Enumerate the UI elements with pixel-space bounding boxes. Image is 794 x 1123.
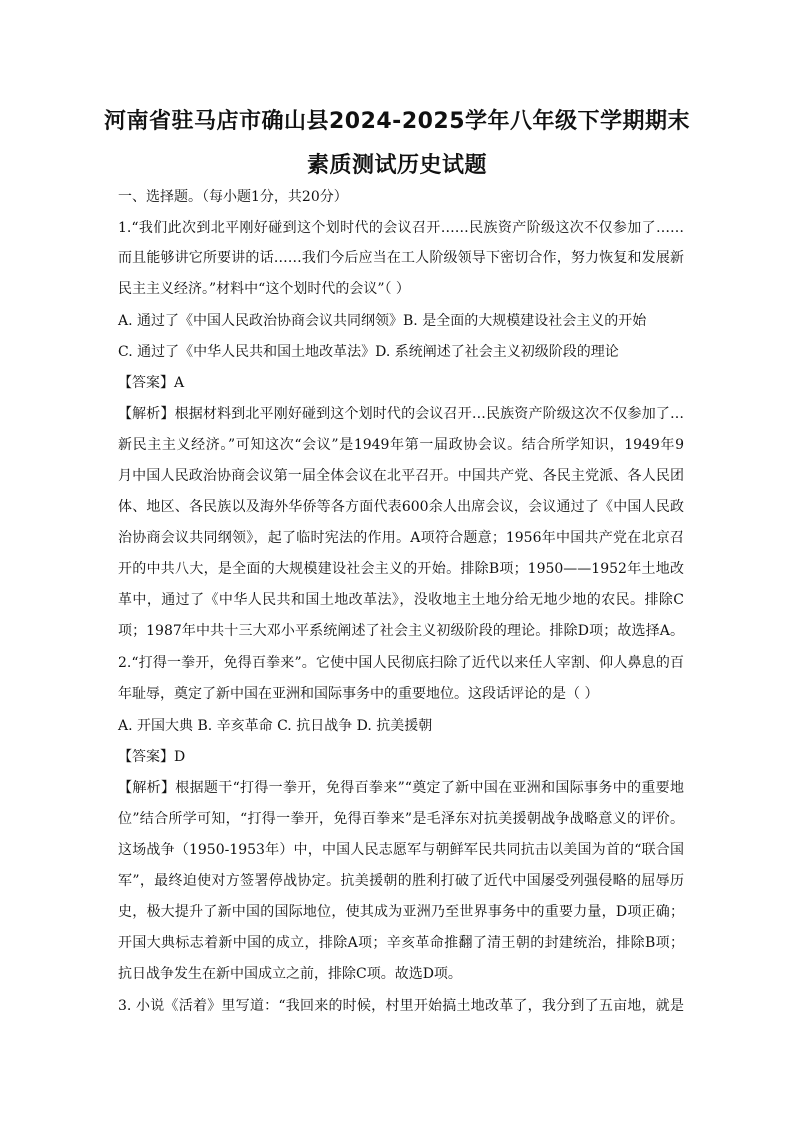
question-1-answer: 【答案】A [118,375,185,391]
question-1-text: 而且能够讲它所要讲的话……我们今后应当在工人阶级领导下密切合作，努力恢复和发展新 [118,250,684,266]
question-2-analysis: 开国大典标志着新中国的成立，排除A项；辛亥革命推翻了清王朝的封建统治，排除B项； [118,935,684,951]
question-2-analysis: 史，极大提升了新中国的国际地位，使其成为亚洲乃至世界事务中的重要力量，D项正确； [118,904,684,920]
question-1-analysis: 治协商会议共同纲领》，起了临时宪法的作用。A项符合题意；1956年中国共产党在北京召 [118,530,684,546]
document-title-line-2: 素质测试历史试题 [306,153,487,178]
question-1-text: 1.“我们此次到北平刚好碰到这个划时代的会议召开……民族资产阶级这次不仅参加了…… [118,220,684,236]
question-1-analysis: 革中，通过了《中华人民共和国土地改革法》，没收地主土地分给无地少地的农民。排除C [118,592,684,608]
question-2-answer: 【答案】D [118,749,186,765]
question-1-analysis: 新民主主义经济。”可知这次“会议”是1949年第一届政协会议。结合所学知识，1949年9 [118,437,684,453]
question-1-analysis: 月中国人民政治协商会议第一届全体会议在北平召开。中国共产党、各民主党派、各人民团 [118,468,684,484]
question-2-options: A. 开国大典 B. 辛亥革命 C. 抗日战争 D. 抗美援朝 [118,718,433,734]
question-2-text: 年耻辱，奠定了新中国在亚洲和国际事务中的重要地位。这段话评论的是（ ） [118,686,599,702]
section-header: 一、选择题。（每小题1分，共20分） [118,189,348,205]
question-2-text: 2.“打得一拳开，免得百拳来”。它使中国人民彻底扫除了近代以来任人宰割、仰人鼻息的百 [118,655,684,671]
question-2-analysis: 位”结合所学可知，“打得一拳开，免得百拳来”是毛泽东对抗美援朝战争战略意义的评价。 [118,811,684,827]
question-2-analysis: 抗日战争发生在新中国成立之前，排除C项。故选D项。 [118,966,462,982]
question-1-analysis: 体、地区、各民族以及海外华侨等各方面代表600余人出席会议，会议通过了《中国人民政 [118,499,684,515]
question-2-analysis: 这场战争（1950-1953年）中，中国人民志愿军与朝鲜军民共同抗击以美国为首的“联合国 [118,842,684,858]
question-1-options: C. 通过了《中华人民共和国土地改革法》D. 系统阐述了社会主义初级阶段的理论 [118,344,619,360]
question-1-options: A. 通过了《中国人民政治协商会议共同纲领》B. 是全面的大规模建设社会主义的开始 [118,313,647,329]
question-2-analysis: 【解析】根据题干“打得一拳开，免得百拳来”“奠定了新中国在亚洲和国际事务中的重要地 [118,780,684,796]
question-3-text: 3. 小说《活着》里写道：“我回来的时候，村里开始搞土地改革了，我分到了五亩地，就是 [118,998,684,1014]
question-1-analysis: 项；1987年中共十三大邓小平系统阐述了社会主义初级阶段的理论。排除D项；故选择A。 [118,623,684,639]
question-1-analysis: 【解析】根据材料到北平刚好碰到这个划时代的会议召开…民族资产阶级这次不仅参加了… [118,406,684,422]
question-2-analysis: 军”，最终迫使对方签署停战协定。抗美援朝的胜利打破了近代中国屡受列强侵略的屈辱历 [118,873,684,889]
question-1-text: 民主主义经济。”材料中“这个划时代的会议”（ ） [118,281,410,297]
question-1-analysis: 开的中共八大，是全面的大规模建设社会主义的开始。排除B项；1950——1952年土地改 [118,561,684,577]
document-title-line-1: 河南省驻马店市确山县2024-2025学年八年级下学期期末 [103,109,691,134]
